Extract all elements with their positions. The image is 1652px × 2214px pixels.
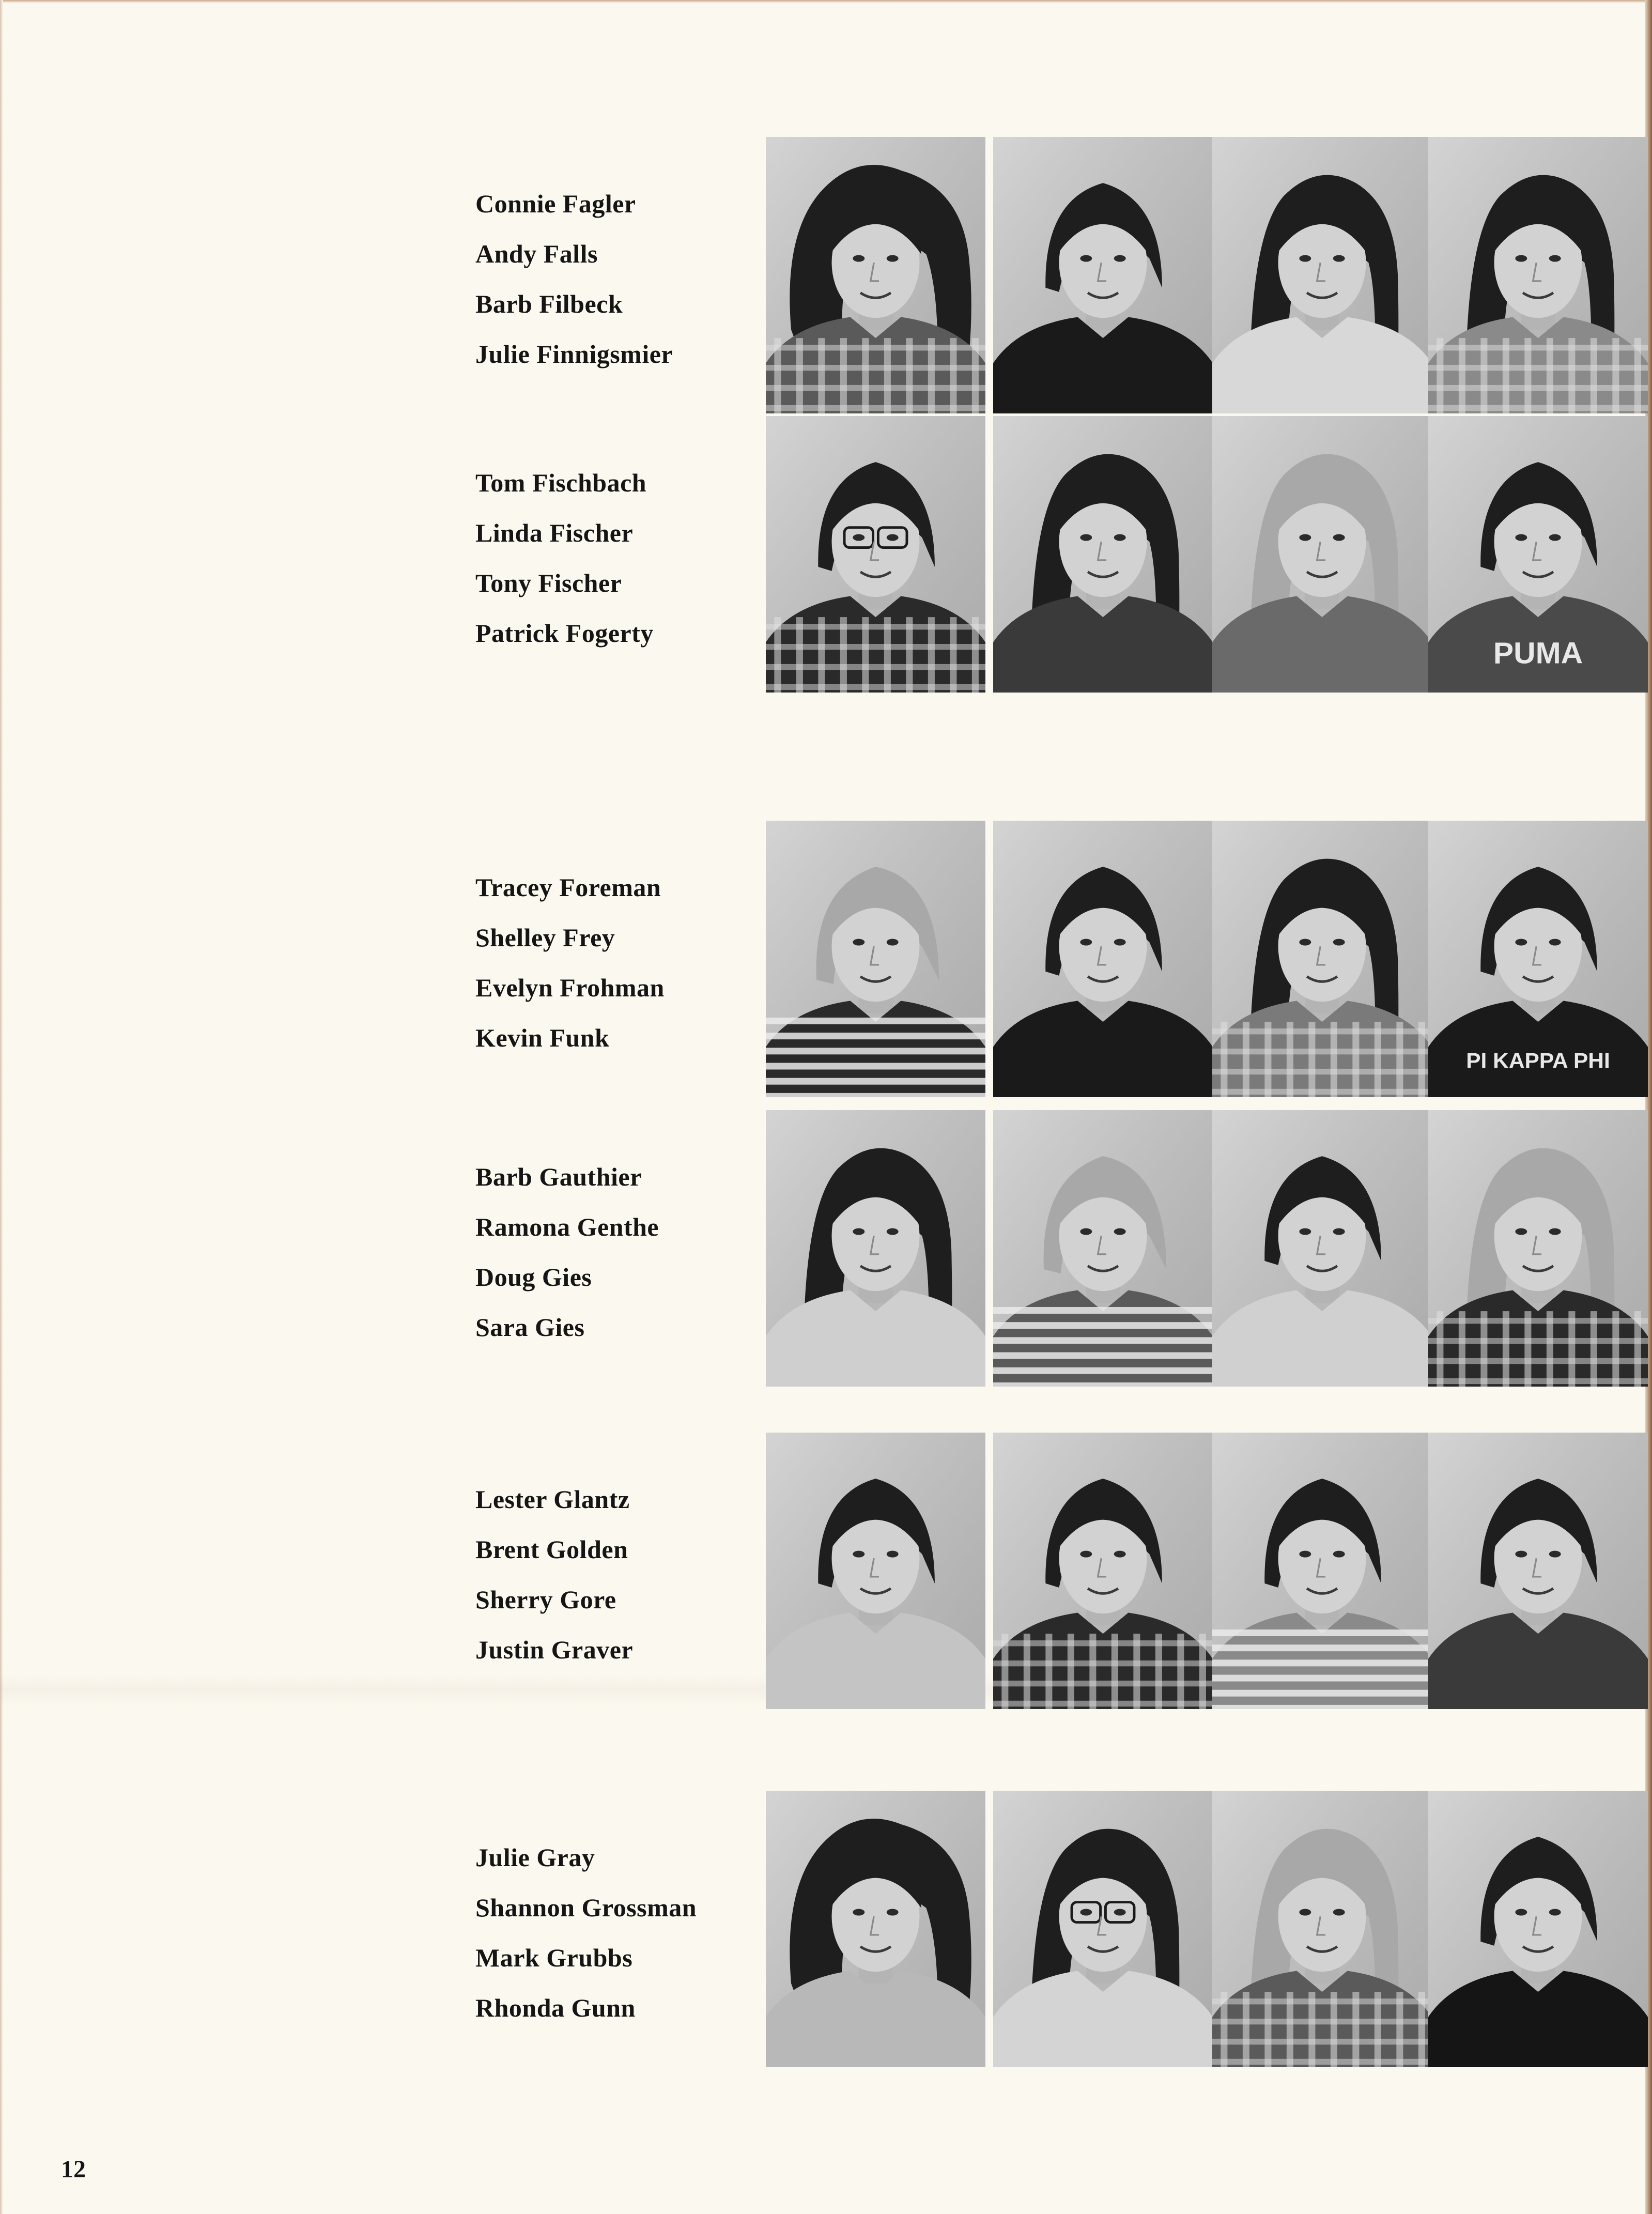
- student-portrait-photo: [1212, 416, 1432, 693]
- page-edge: [0, 0, 1652, 3]
- student-name: Mark Grubbs: [475, 1943, 633, 1972]
- student-name: Tony Fischer: [475, 568, 622, 597]
- student-portrait-photo: [1428, 1110, 1648, 1387]
- student-portrait-photo: [766, 416, 985, 693]
- student-name: Lester Glantz: [475, 1485, 630, 1514]
- student-portrait-photo: [993, 137, 1213, 413]
- student-portrait-photo: [1428, 137, 1648, 413]
- student-name: Sherry Gore: [475, 1585, 616, 1614]
- svg-text:PI KAPPA PHI: PI KAPPA PHI: [1466, 1048, 1610, 1073]
- student-name: Linda Fischer: [475, 518, 634, 547]
- student-portrait-photo: [993, 1433, 1213, 1709]
- student-name: Julie Gray: [475, 1843, 595, 1872]
- student-name: Barb Filbeck: [475, 289, 623, 318]
- student-name: Andy Falls: [475, 239, 598, 268]
- student-portrait-photo: [1212, 1433, 1432, 1709]
- student-portrait-photo: [993, 821, 1213, 1097]
- student-name: Patrick Fogerty: [475, 619, 654, 648]
- student-portrait-photo: [766, 1110, 985, 1387]
- student-name: Justin Graver: [475, 1635, 634, 1664]
- svg-text:PUMA: PUMA: [1493, 636, 1583, 670]
- student-name: Julie Finnigsmier: [475, 340, 673, 368]
- student-name: Tom Fischbach: [475, 468, 647, 497]
- student-portrait-photo: [1428, 1433, 1648, 1709]
- student-name: Evelyn Frohman: [475, 973, 665, 1002]
- student-name: Kevin Funk: [475, 1023, 610, 1052]
- student-portrait-photo: [1428, 1791, 1648, 2067]
- student-portrait-photo: [766, 821, 985, 1097]
- student-name: Brent Golden: [475, 1535, 628, 1564]
- student-portrait-photo: [993, 416, 1213, 693]
- student-name: Tracey Foreman: [475, 873, 661, 902]
- student-portrait-photo: [1212, 1110, 1432, 1387]
- student-portrait-photo: [766, 1791, 985, 2067]
- student-name: Rhonda Gunn: [475, 1993, 636, 2022]
- student-name: Shelley Frey: [475, 923, 615, 952]
- student-name: Barb Gauthier: [475, 1162, 642, 1191]
- student-portrait-photo: [1428, 416, 1648, 693]
- student-name: Sara Gies: [475, 1313, 585, 1342]
- student-name: Shannon Grossman: [475, 1893, 697, 1922]
- student-portrait-photo: [1212, 821, 1432, 1097]
- student-name: Doug Gies: [475, 1263, 592, 1292]
- student-portrait-photo: [993, 1791, 1213, 2067]
- student-portrait-photo: [766, 1433, 985, 1709]
- student-portrait-photo: [993, 1110, 1213, 1387]
- student-name: Ramona Genthe: [475, 1212, 659, 1241]
- student-portrait-photo: [1212, 1791, 1432, 2067]
- student-portrait-photo: [1212, 137, 1432, 413]
- student-name: Connie Fagler: [475, 189, 636, 218]
- student-portrait-photo: [1428, 821, 1648, 1097]
- page-edge: [0, 0, 3, 2214]
- page-number: 12: [61, 2156, 86, 2183]
- student-portrait-photo: [766, 137, 985, 413]
